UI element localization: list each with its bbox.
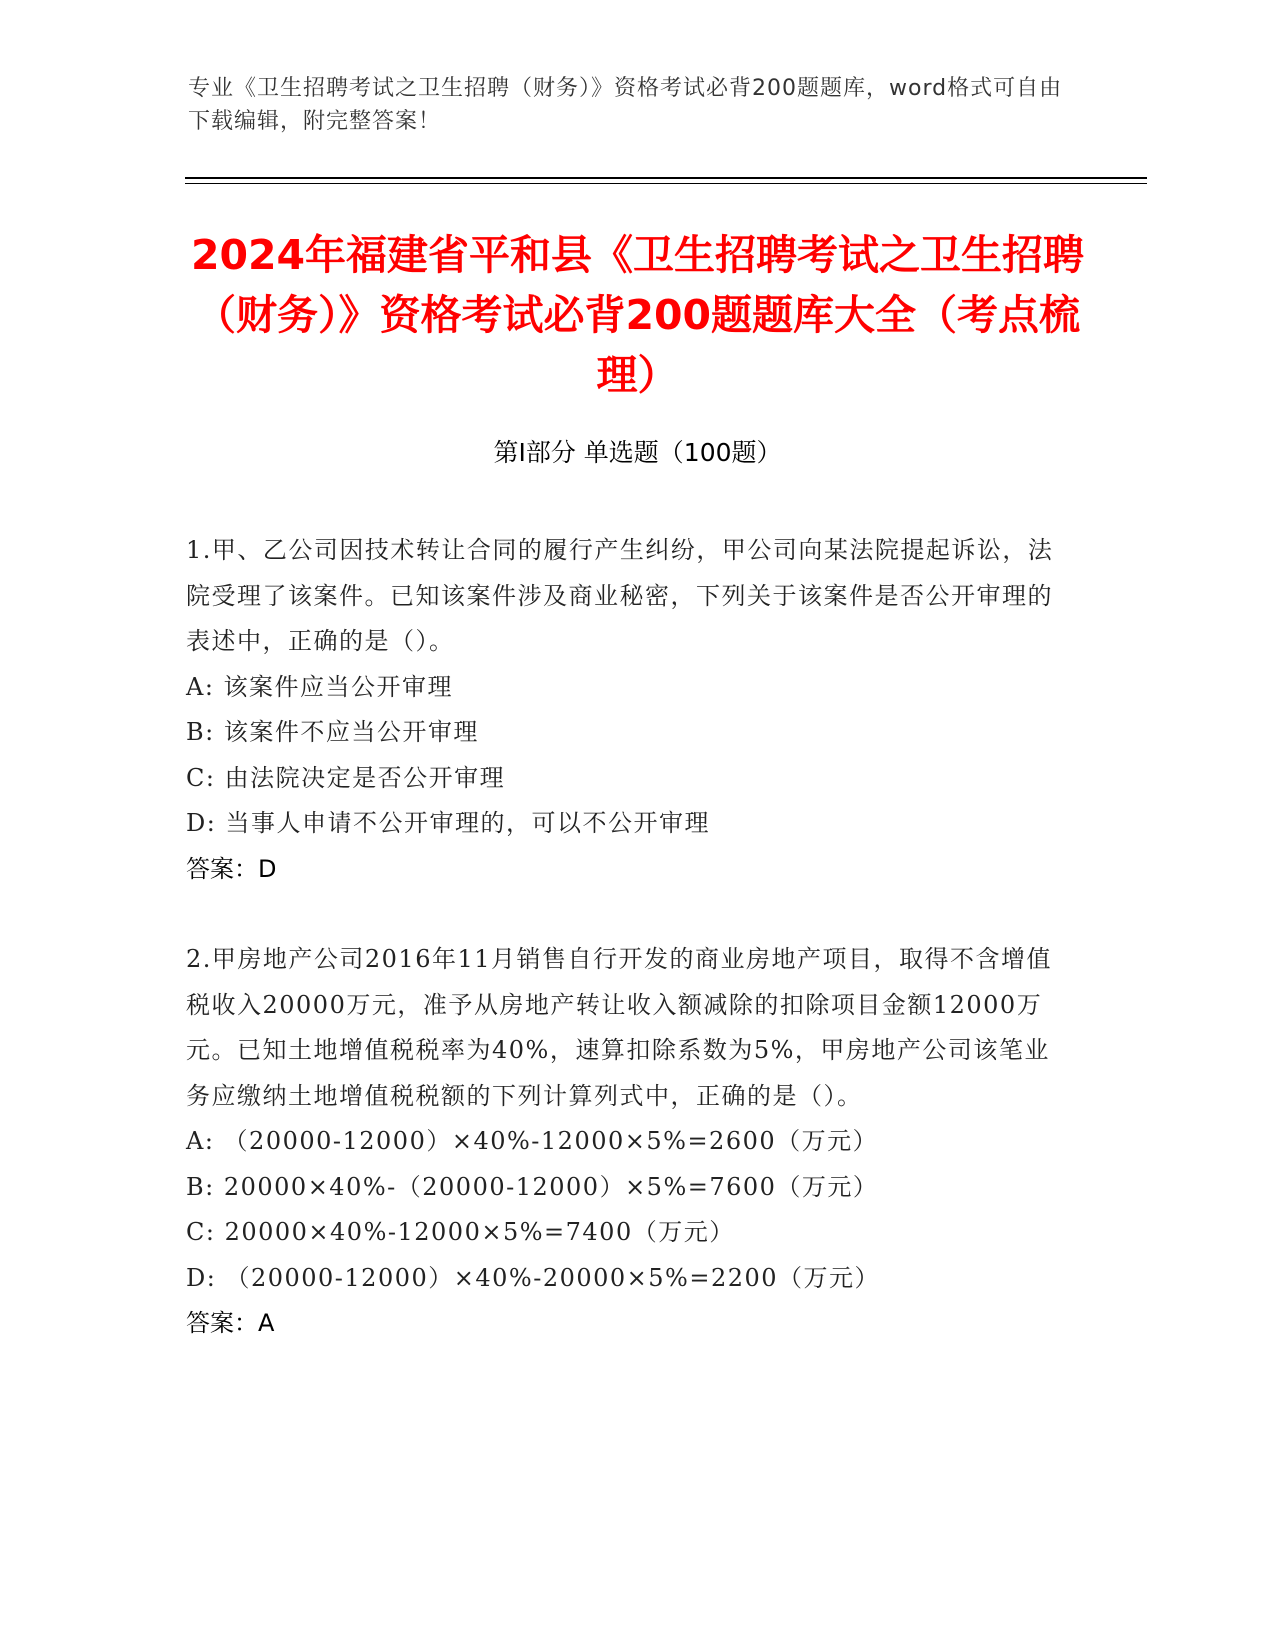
option-c: C: 20000×40%-12000×5%=7400（万元）	[186, 1218, 735, 1246]
answer-line: 答案：D	[186, 854, 277, 883]
option-a: A: 该案件应当公开审理	[186, 672, 454, 701]
option-c: C: 由法院决定是否公开审理	[186, 763, 506, 792]
header-divider-thick	[185, 177, 1147, 179]
document-title: 2024年福建省平和县《卫生招聘考试之卫生招聘（财务）》资格考试必背200题题库大全（考点梳理）	[190, 231, 1085, 399]
question-1	[186, 528, 1056, 892]
question-2	[186, 937, 1056, 1347]
option-d: D: 当事人申请不公开审理的，可以不公开审理	[186, 809, 710, 837]
option-list	[186, 665, 1056, 847]
question-stem: 2.甲房地产公司2016年11月销售自行开发的商业房地产项目，取得不含增值税收入20000万元，准予从房地产转让收入额减除的扣除项目金额12000万元。已知土地增值税税率为40%，速算扣除系数为5%，甲房地产公司该笔业务应缴纳土地增值税税额的下列计算列式中，正确的是（）。	[186, 945, 1053, 1110]
option-list	[186, 1119, 1056, 1301]
section-title: 第Ⅰ部分 单选题（100题）	[493, 438, 782, 467]
question-stem: 1.甲、乙公司因技术转让合同的履行产生纠纷，甲公司向某法院提起诉讼，法院受理了该案件。已知该案件涉及商业秘密，下列关于该案件是否公开审理的表述中，正确的是（）。	[186, 536, 1054, 655]
option-b: B: 该案件不应当公开审理	[186, 718, 479, 746]
option-d: D: （20000-12000）×40%-20000×5%=2200（万元）	[186, 1263, 881, 1292]
option-a: A: （20000-12000）×40%-12000×5%=2600（万元）	[186, 1127, 879, 1155]
header-divider-thin	[185, 183, 1147, 184]
header-note: 专业《卫生招聘考试之卫生招聘（财务）》资格考试必背200题题库，word格式可自由下载编辑，附完整答案！	[188, 76, 1063, 134]
answer-line: 答案：A	[186, 1309, 275, 1337]
option-b: B: 20000×40%-（20000-12000）×5%=7600（万元）	[186, 1172, 879, 1201]
